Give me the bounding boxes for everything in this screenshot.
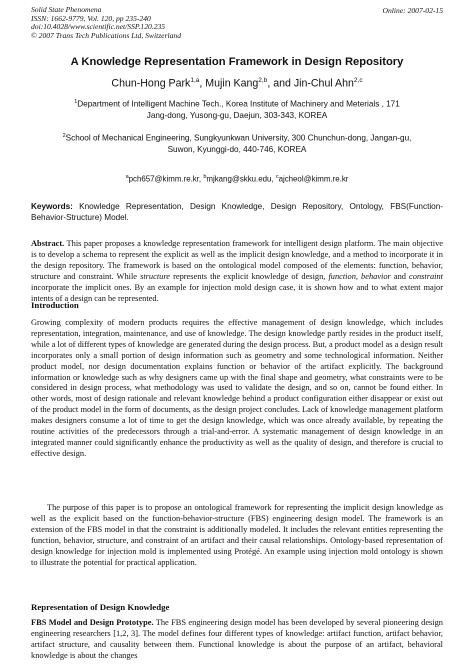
abstract [31,239,443,304]
abstract-text: This paper proposes a knowledge representation framework for intelligent design platform. The main objective is to develop a schema to represent the explicit as well as the implicit design knowledge, and a method to incorporate it in the design repository. The framework is based on the ontological model composed of the elements: function, behavior, structure and constraint. While [31,239,443,281]
affiliation-2 [30,131,444,155]
affiliation-line [30,131,444,144]
journal-doi: doi:10.4028/www.scientific.net/SSP.120.235 [31,22,166,32]
author-list [0,77,474,90]
section2-paragraph [31,618,443,662]
journal-issn: ISSN: 1662-9779, Vol. 120, pp 235-240 [31,13,151,23]
author-emails [0,174,474,184]
affiliation-superscript: 1 [74,99,78,105]
author-superscript: 2,b [258,77,268,84]
affiliation-text: Department of Intelligent Machine Tech., Korea Institute of Machinery and Meterials , 171 [77,99,400,109]
abstract-text: represents the explicit knowledge of design, [170,271,329,281]
email-link[interactable]: mjkang@skku.edu, [206,174,276,184]
keywords-text: Knowledge Representation, Design Knowledge, Design Repository, Ontology, FBS(Function-Behavior-Structure) Model. [31,202,443,222]
affiliation-text: Jang-dong, Yusong-gu, Daejun, 303-343, KOREA [146,110,328,120]
abstract-text: incorporate the implicit ones. By an example for injection mold design case, it is shown how and to what extent major intents of a design can be represented. [31,282,443,303]
section-heading-representation: Representation of Design Knowledge [31,602,170,612]
email-superscript: b [203,174,207,180]
email-superscript: c [275,174,279,180]
online-date: Online: 2007-02-15 [382,6,443,15]
author-superscript: 1,a [190,77,200,84]
affiliation-line [30,97,444,110]
author-separator: , and [267,77,294,90]
paragraph-lead: FBS Model and Design Prototype. [31,618,154,627]
abstract-label: Abstract. [31,239,65,248]
intro-paragraph-1: Growing complexity of modern products requires the effective management of design knowledge, which includes representation, integration, maintenance, and use of knowledge. The design knowledge partly resides in the product itself, while a lot of different types of knowledge are generated during the design process. But, a product model as a design result incorporates only a small portion of design information such as geometry and some technological information. Neither product model, nor design documentation explains function or behavior of the artifact explicitly. The background information or knowledge such as why designers came up with the final shape and geometry, what constraints were to be considered in design process, what methodology was used to validate the design, and so on, cannot be found either. In other words, most of design rationale and relevant knowledge behind a product configuration either disappear or exist out of the product model in the form of documents, as the design project concludes. Lack of knowledge management platform makes designers consume a lot of time to get the design knowledge, which was once already available, by repeating the routine activities of the predecessors through a trial-and-error. A systematic management of design knowledge in an integrated manner could significantly enhance the productivity as well as the quality of design, and therefore is crucial to effective design. [31,318,443,458]
email-link[interactable]: pch657@kimm.re.kr, [128,174,204,184]
affiliation-1 [30,97,444,121]
abstract-emphasis: structure [140,271,171,281]
author-separator: , [199,77,206,90]
abstract-emphasis: constraint [409,271,444,281]
affiliation-text: Suwon, Kyunggi-do, 440-746, KOREA [167,144,307,154]
author-superscript: 2,c [353,77,363,84]
author-name: Jin-Chul Ahn [293,77,354,90]
paper-title: A Knowledge Representation Framework in Design Repository [70,56,404,68]
abstract-emphasis: function [328,271,356,281]
author-name: Chun-Hong Park [111,77,191,90]
journal-copyright: © 2007 Trans Tech Publications Ltd, Switzerland [31,31,181,41]
affiliation-superscript: 2 [62,133,66,139]
journal-header [31,6,181,41]
keywords [31,201,443,223]
email-superscript: a [125,174,129,180]
intro-paragraph-2: The purpose of this paper is to propose an ontological framework for representing the implicit design knowledge as well as the explicit based on the function-behavior-structure (FBS) engineering design model. The framework is an extension of the FBS model in that the constraint is additionally modeled. It includes the relevant entities representing the function, behavior, structure, and constraint of an artifact and their causal relationships. Ontology-based representation of design knowledge for injection mold is implemented using Protégé. An example using injection mold ontology is shown to illustrate the potential for practical application. [31,503,443,567]
keywords-label: Keywords: [31,202,73,211]
abstract-text: , [355,271,362,281]
abstract-text: and [390,271,410,281]
journal-name: Solid State Phenomena [31,5,102,14]
email-link[interactable]: ajcheol@kimm.re.kr [278,174,349,184]
affiliation-text: School of Mechanical Engineering, Sungkyunkwan University, 300 Chunchun-dong, Jangan-gu, [65,133,412,143]
author-name: Mujin Kang [205,77,259,90]
abstract-emphasis: behavior [361,271,391,281]
paragraph-text: The FBS engineering design model has been developed by several pioneering design engineering researchers [1,2, 3]. The model defines four different types of knowledge: artifact function, artifact behavior, artifact structure, and causality between them. Functional knowledge is about the purpose of an artifact, behavioral knowledge is about the changes [31,618,443,660]
section-heading-introduction: Introduction [31,300,79,310]
